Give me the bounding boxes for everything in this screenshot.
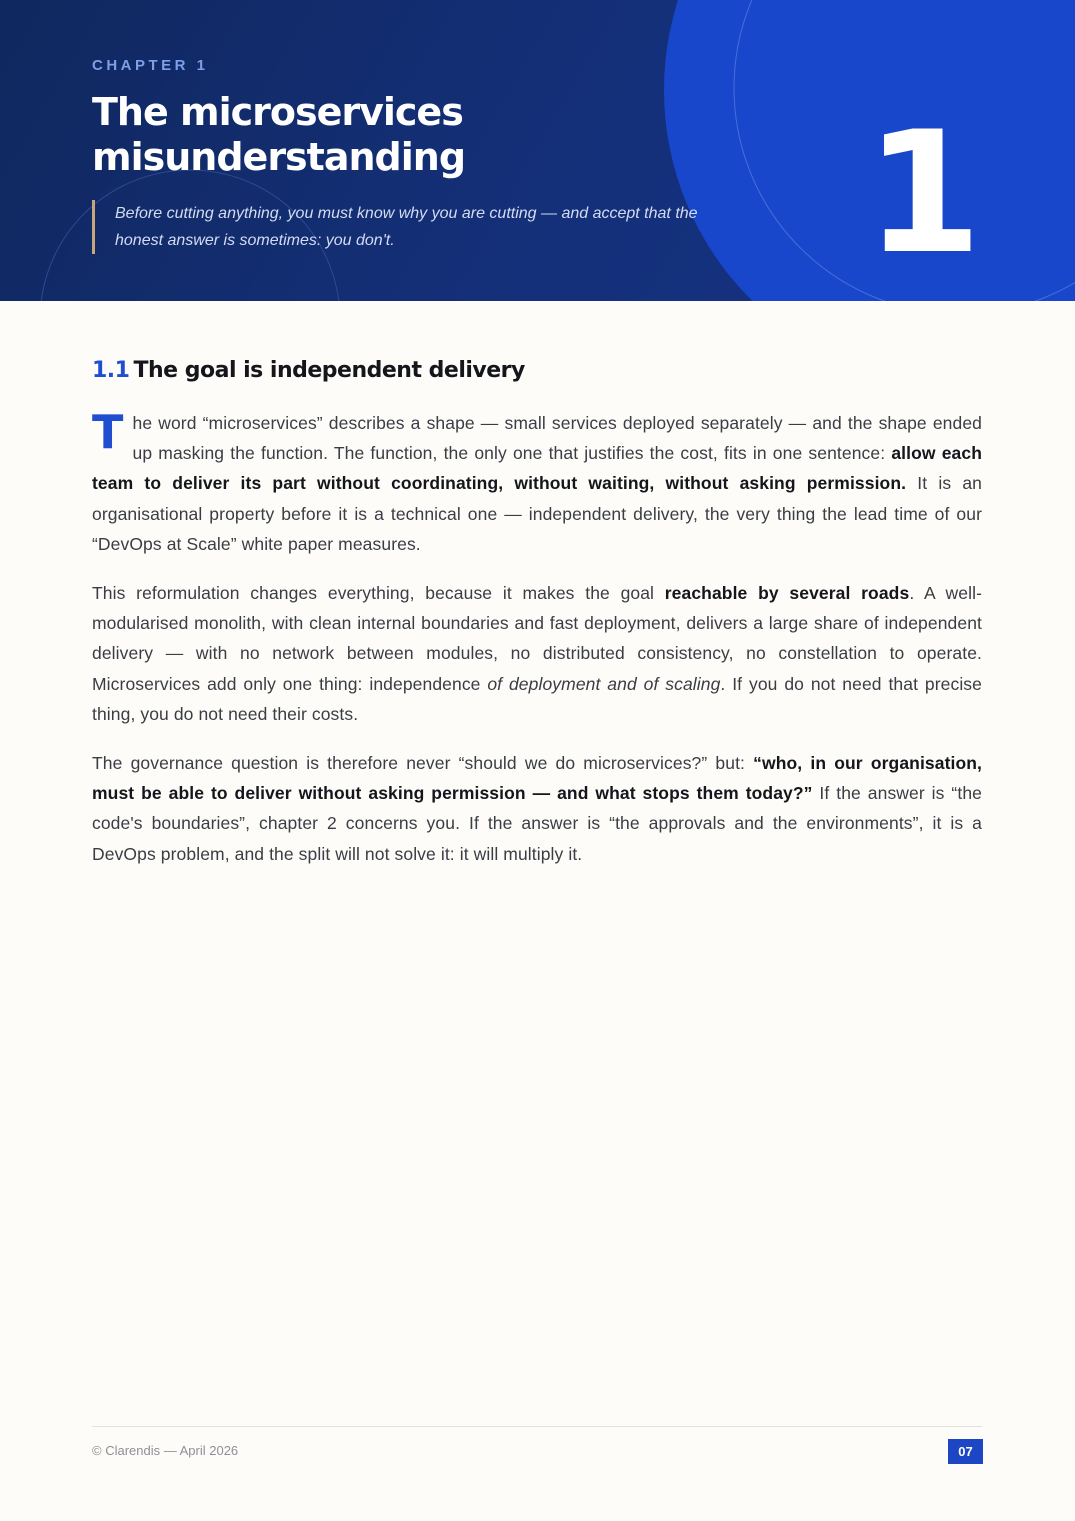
emphasis-text: allow each team to deliver its part without coordinating, without waiting, without asking permission.: [92, 443, 982, 494]
footer-divider: [92, 1426, 982, 1427]
chapter-lede: [92, 200, 775, 254]
chapter-number: 1: [865, 95, 982, 291]
emphasis-text: reachable by several roads: [664, 583, 910, 604]
lede-line: Before cutting anything, you must know why you are cutting — and accept that the: [115, 205, 698, 222]
body-paragraph: [92, 748, 982, 869]
text-run: If the answer is “the code's boundaries”, chapter 2 concerns you. If the answer is “the approvals and the environments”, it is a DevOps problem, and the split will not solve it: it will multiply it.: [92, 783, 982, 864]
italic-text: of deployment and of scaling: [487, 673, 721, 694]
emphasis-text: “who, in our organisation, must be able to deliver without asking permission — and what stops them today?”: [92, 753, 983, 804]
main-content: [92, 354, 982, 888]
lede-line: honest answer is sometimes: you don't.: [115, 232, 395, 249]
section-number: 1.1: [92, 358, 130, 383]
text-run: . A well-modularised monolith, with clean internal boundaries and fast deployment, delivers a large share of independent delivery — with no network between modules, no distributed consistency, no constellation to operate. Microservices add only one thing: independence: [92, 583, 982, 694]
section-title: The goal is independent delivery: [133, 358, 525, 383]
text-run: The governance question is therefore never “should we do microservices?” but:: [92, 753, 754, 774]
text-run: This reformulation changes everything, because it makes the goal: [92, 583, 665, 604]
chapter-header: [0, 0, 1075, 301]
footer-copyright: © Clarendis — April 2026: [92, 1443, 239, 1458]
body-paragraph: [92, 405, 982, 559]
chapter-title: [92, 90, 612, 180]
page-number-badge: 07: [948, 1439, 983, 1464]
text-run: . If you do not need that precise thing, you do not need their costs.: [92, 673, 982, 724]
chapter-title-line: misunderstanding: [92, 135, 466, 179]
chapter-label: CHAPTER 1: [92, 57, 209, 74]
section-heading: [92, 354, 982, 388]
text-run: he word “microservices” describes a shape — small services deployed separately — and the shape ended up masking the function. The function, the only one that justifies the cost, fits in one sentence:: [132, 413, 982, 464]
text-run: It is an organisational property before it is a technical one — independent delivery, the very thing the lead time of our “DevOps at Scale” white paper measures.: [92, 473, 982, 554]
body-paragraph: [92, 578, 982, 729]
chapter-title-line: The microservices: [92, 90, 463, 134]
drop-cap: T: [92, 405, 124, 459]
